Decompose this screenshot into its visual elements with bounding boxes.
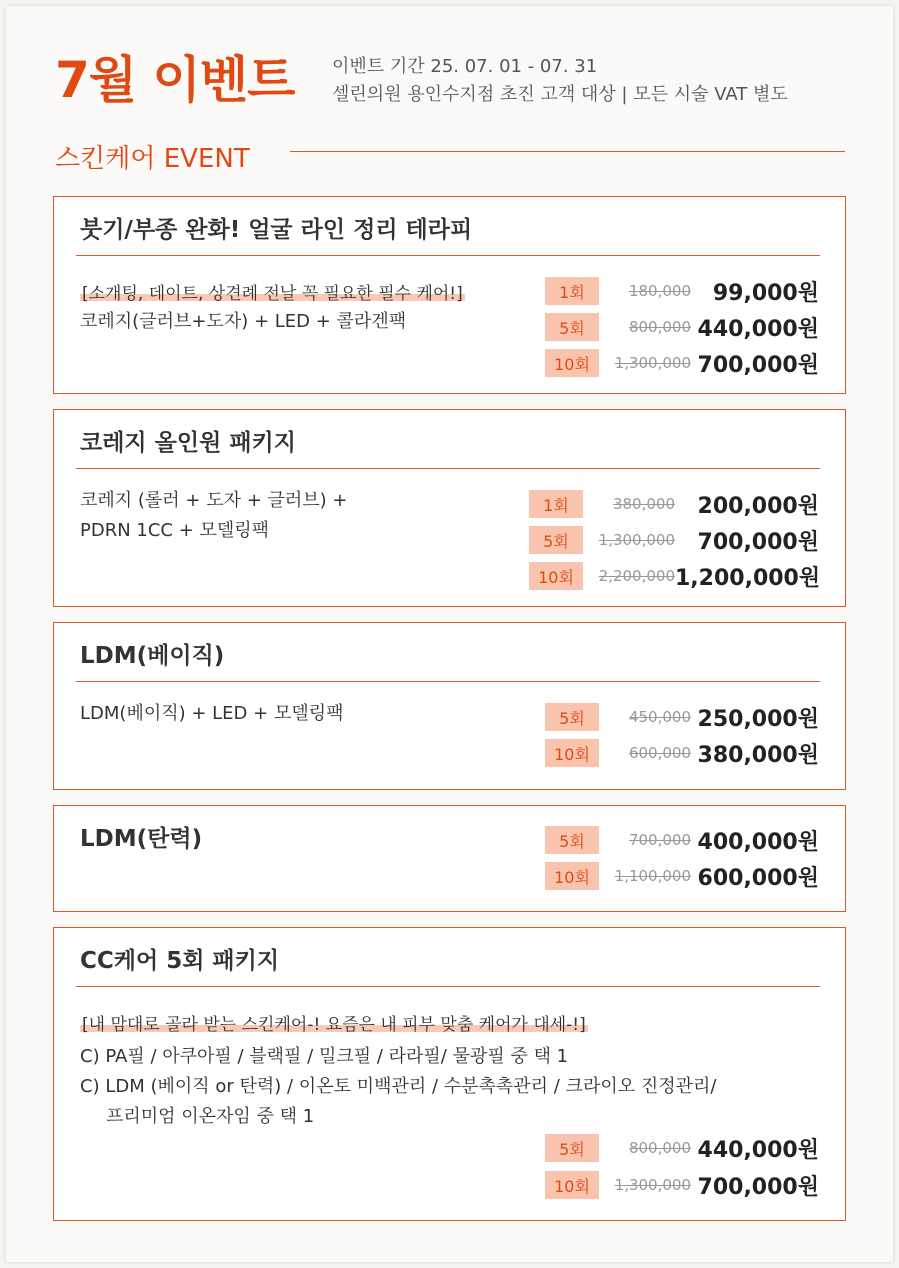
sale-price: 250,000원 xyxy=(697,706,819,732)
original-price: 1,300,000 xyxy=(614,354,691,372)
package-description xyxy=(80,1042,716,1132)
original-price: 700,000 xyxy=(628,831,691,849)
session-badge: 5회 xyxy=(529,526,583,554)
card-divider xyxy=(76,468,820,469)
session-badge: 10회 xyxy=(545,1171,599,1199)
price-row xyxy=(545,277,819,305)
description-line: 코레지 (롤러 + 도자 + 글러브) + xyxy=(80,490,348,511)
price-row xyxy=(545,862,819,890)
package-tagline: [내 맘대로 골라 받는 스킨케어-! 요즘은 내 피부 맞춤 케어가 대세-!] xyxy=(80,1010,588,1035)
price-row xyxy=(529,526,819,554)
price-row xyxy=(545,1171,819,1199)
card-divider xyxy=(76,681,820,682)
session-badge: 5회 xyxy=(545,826,599,854)
event-target-notice: 셀린의원 용인수지점 초진 고객 대상 | 모든 시술 VAT 별도 xyxy=(332,84,788,105)
price-row xyxy=(545,313,819,341)
card-divider xyxy=(76,255,820,256)
session-badge: 1회 xyxy=(529,490,583,518)
price-row xyxy=(529,562,819,590)
original-price: 1,100,000 xyxy=(614,867,691,885)
sale-price: 200,000원 xyxy=(697,493,819,519)
sale-price: 380,000원 xyxy=(697,742,819,768)
package-card-ldm-elasticity xyxy=(53,805,846,912)
original-price: 1,300,000 xyxy=(598,531,675,549)
section-divider xyxy=(290,151,845,152)
description-line: C) LDM (베이직 or 탄력) / 이온토 미백관리 / 수분촉촉관리 / 크라이오 진정관리/ xyxy=(80,1076,717,1097)
sale-price: 440,000원 xyxy=(697,1137,819,1163)
sale-price: 600,000원 xyxy=(697,865,819,891)
sale-price: 1,200,000원 xyxy=(675,565,821,591)
description-line: LDM(베이직) + LED + 모델링팩 xyxy=(80,703,344,724)
description-line: 코레지(글러브+도자) + LED + 콜라겐팩 xyxy=(80,311,407,332)
original-price: 380,000 xyxy=(612,495,675,513)
original-price: 800,000 xyxy=(628,1139,691,1157)
sale-price: 700,000원 xyxy=(697,352,819,378)
package-tagline: [소개팅, 데이트, 상견례 전날 꼭 필요한 필수 케어!] xyxy=(80,279,465,304)
original-price: 180,000 xyxy=(628,282,691,300)
section-title: 스킨케어 EVENT xyxy=(55,144,250,174)
package-title: CC케어 5회 패키지 xyxy=(80,948,280,974)
price-row xyxy=(545,826,819,854)
package-description xyxy=(80,486,348,546)
package-title: LDM(베이직) xyxy=(80,643,225,669)
package-card-coregi-all-in-one xyxy=(53,409,846,607)
sale-price: 400,000원 xyxy=(697,829,819,855)
session-badge: 10회 xyxy=(545,349,599,377)
session-badge: 1회 xyxy=(545,277,599,305)
session-badge: 5회 xyxy=(545,703,599,731)
sale-price: 700,000원 xyxy=(697,529,819,555)
description-line: PDRN 1CC + 모델링팩 xyxy=(80,520,270,541)
original-price: 2,200,000 xyxy=(598,567,675,585)
package-title: 붓기/부종 완화! 얼굴 라인 정리 테라피 xyxy=(80,217,473,243)
package-title: LDM(탄력) xyxy=(80,826,203,852)
page-title: 7월 이벤트 xyxy=(55,51,295,109)
session-badge: 10회 xyxy=(545,739,599,767)
sale-price: 99,000원 xyxy=(712,280,819,306)
package-card-cc-care xyxy=(53,927,846,1221)
sale-price: 700,000원 xyxy=(697,1174,819,1200)
session-badge: 5회 xyxy=(545,313,599,341)
price-row xyxy=(545,739,819,767)
session-badge: 10회 xyxy=(545,862,599,890)
original-price: 600,000 xyxy=(628,744,691,762)
price-row xyxy=(545,349,819,377)
price-row xyxy=(545,703,819,731)
session-badge: 10회 xyxy=(529,562,583,590)
description-line: 프리미엄 이온자임 중 택 1 xyxy=(106,1106,315,1127)
original-price: 800,000 xyxy=(628,318,691,336)
package-description xyxy=(80,699,344,729)
package-description xyxy=(80,307,406,337)
price-row xyxy=(545,1134,819,1162)
description-line: C) PA필 / 아쿠아필 / 블랙필 / 밀크필 / 라라필/ 물광필 중 택 1 xyxy=(80,1046,569,1067)
package-card-ldm-basic xyxy=(53,622,846,790)
original-price: 450,000 xyxy=(628,708,691,726)
session-badge: 5회 xyxy=(545,1134,599,1162)
package-title: 코레지 올인원 패키지 xyxy=(80,430,296,456)
sale-price: 440,000원 xyxy=(697,316,819,342)
card-divider xyxy=(76,986,820,987)
original-price: 1,300,000 xyxy=(614,1176,691,1194)
event-period: 이벤트 기간 25. 07. 01 - 07. 31 xyxy=(332,56,598,77)
price-row xyxy=(529,490,819,518)
package-card-swelling-therapy xyxy=(53,196,846,394)
